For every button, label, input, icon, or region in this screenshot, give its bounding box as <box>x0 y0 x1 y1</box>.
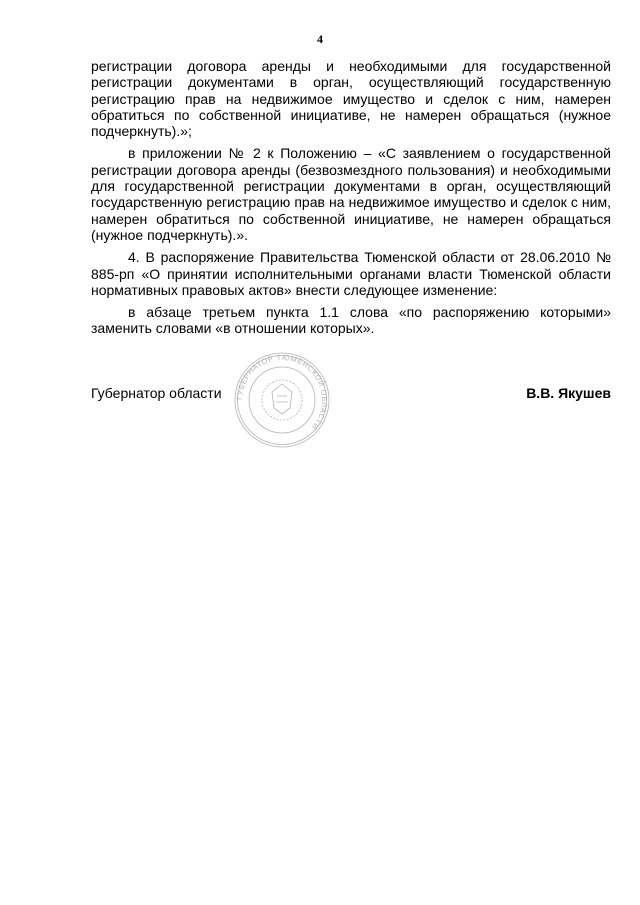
signatory-name: В.В. Якушев <box>526 385 611 401</box>
signatory-title: Губернатор области <box>91 385 222 401</box>
paragraph-appendix-2: в приложении № 2 к Положению – «С заявлением о государственной регистрации договора аренды (безвозмездного пользования) и необходимыми для государственной регистрации документами в орган, осуществляющий государственную регистрацию прав на недвижимое имущество и сделок с ним, намерен обратиться по собственной инициативе, не намерен обращаться (нужное подчеркнуть).». <box>91 145 611 243</box>
document-body <box>91 58 611 343</box>
paragraph-continuation: регистрации договора аренды и необходимыми для государственной регистрации документами в орган, осуществляющий государственную регистрацию прав на недвижимое имущество и сделок с ним, намерен обратиться по собственной инициативе, не намерен обращаться (нужное подчеркнуть).»; <box>91 58 611 140</box>
page-number: 4 <box>317 32 323 46</box>
seal-outer-text: ГУБЕРНАТОР ТЮМЕНСКОЙ ОБЛАСТИ <box>234 352 330 432</box>
paragraph-item-4: 4. В распоряжение Правительства Тюменской области от 28.06.2010 № 885-рп «О принятии исполнительными органами власти Тюменской области нормативных правовых актов» внести следующее изменение: <box>91 249 611 298</box>
paragraph-amendment: в абзаце третьем пункта 1.1 слова «по распоряжению которыми» заменить словами «в отношении которых». <box>91 304 611 337</box>
signature-block <box>91 385 611 407</box>
